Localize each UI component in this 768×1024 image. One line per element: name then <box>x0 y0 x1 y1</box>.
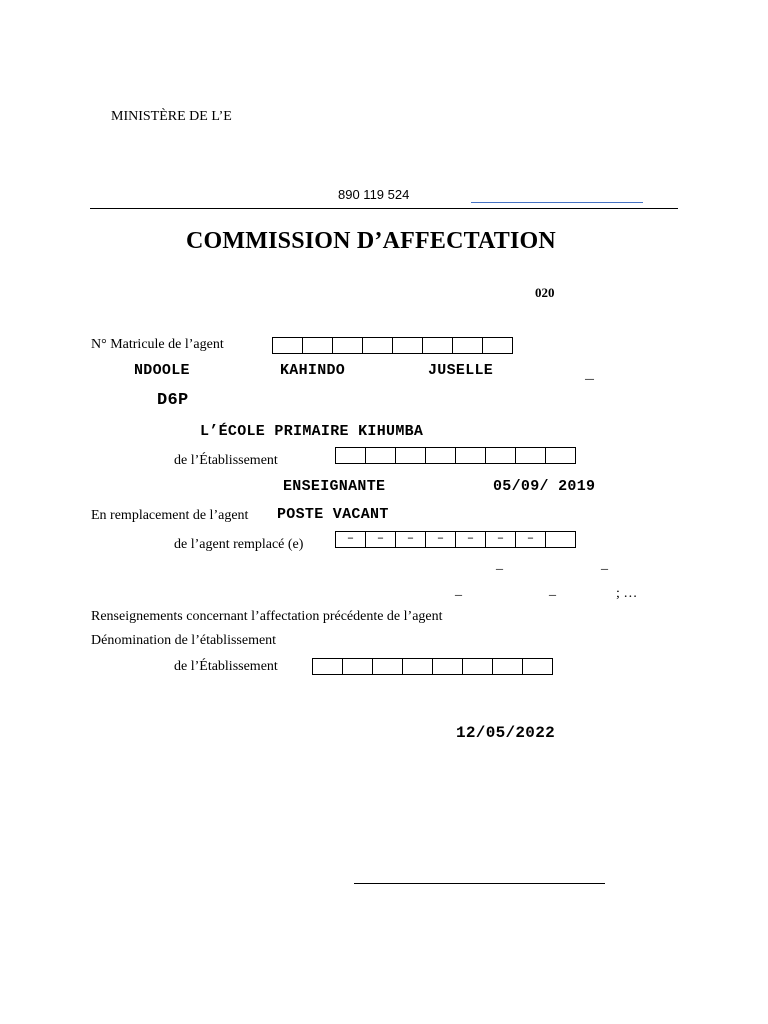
matricule-box <box>302 337 333 354</box>
previous-etab-box <box>402 658 433 675</box>
etab-box <box>335 447 366 464</box>
signature-line <box>354 883 605 884</box>
etab-box <box>545 447 576 464</box>
agent-first-name: JUSELLE <box>428 362 494 379</box>
previous-etab-label: de l’Établissement <box>174 659 278 674</box>
previous-info-label: Renseignements concernant l’affectation précédente de l’agent <box>91 609 443 624</box>
matricule-box <box>272 337 303 354</box>
replaced-box: – <box>455 531 486 548</box>
matricule-label: N° Matricule de l’agent <box>91 337 224 352</box>
previous-etab-box <box>342 658 373 675</box>
replaced-box: – <box>365 531 396 548</box>
matricule-box <box>422 337 453 354</box>
header-rule <box>90 208 678 209</box>
matricule-boxes <box>272 337 513 354</box>
etab-label: de l’Établissement <box>174 453 278 468</box>
replaced-box: – <box>485 531 516 548</box>
matricule-box <box>362 337 393 354</box>
etab-box <box>395 447 426 464</box>
etab-box <box>455 447 486 464</box>
replaced-box <box>545 531 576 548</box>
dash-mark: _ <box>496 557 503 572</box>
etab-boxes <box>335 447 576 464</box>
etab-box <box>365 447 396 464</box>
matricule-box <box>452 337 483 354</box>
reference-number: 020 <box>535 285 555 300</box>
etab-box <box>485 447 516 464</box>
replaced-label: de l’agent remplacé (e) <box>174 537 304 552</box>
replaced-box: – <box>515 531 546 548</box>
agent-post-name: KAHINDO <box>280 362 346 379</box>
previous-etab-boxes <box>312 658 553 675</box>
start-date: 05/09/ 2019 <box>493 478 596 495</box>
agent-grade: D6P <box>157 391 189 410</box>
agent-function: ENSEIGNANTE <box>283 478 386 495</box>
matricule-box <box>482 337 513 354</box>
dash-mark: _ <box>601 557 608 572</box>
etab-box <box>425 447 456 464</box>
matricule-box <box>392 337 423 354</box>
phone-number: 890 119 524 <box>338 187 410 202</box>
agent-last-name: NDOOLE <box>134 362 190 379</box>
replacement-label: En remplacement de l’agent <box>91 508 249 523</box>
ellipsis-mark: ; … <box>616 586 638 601</box>
document-title: COMMISSION D’AFFECTATION <box>186 228 556 254</box>
previous-etab-box <box>372 658 403 675</box>
previous-etab-box <box>492 658 523 675</box>
school-name: L’ÉCOLE PRIMAIRE KIHUMBA <box>200 423 424 440</box>
etab-box <box>515 447 546 464</box>
previous-etab-box <box>462 658 493 675</box>
dash-mark: _ <box>549 583 556 598</box>
replaced-box: – <box>425 531 456 548</box>
replaced-boxes <box>335 531 576 548</box>
agent-dash: _ <box>585 366 595 383</box>
issue-date: 12/05/2022 <box>456 724 556 742</box>
previous-etab-box <box>312 658 343 675</box>
previous-etab-box <box>522 658 553 675</box>
replacement-value: POSTE VACANT <box>277 506 389 523</box>
previous-etab-box <box>432 658 463 675</box>
matricule-box <box>332 337 363 354</box>
link-underline <box>471 202 643 203</box>
previous-denomination-label: Dénomination de l’établissement <box>91 633 277 648</box>
replaced-box: – <box>335 531 366 548</box>
ministry-header: MINISTÈRE DE L’E <box>111 109 232 124</box>
dash-mark: _ <box>455 583 462 598</box>
replaced-box: – <box>395 531 426 548</box>
